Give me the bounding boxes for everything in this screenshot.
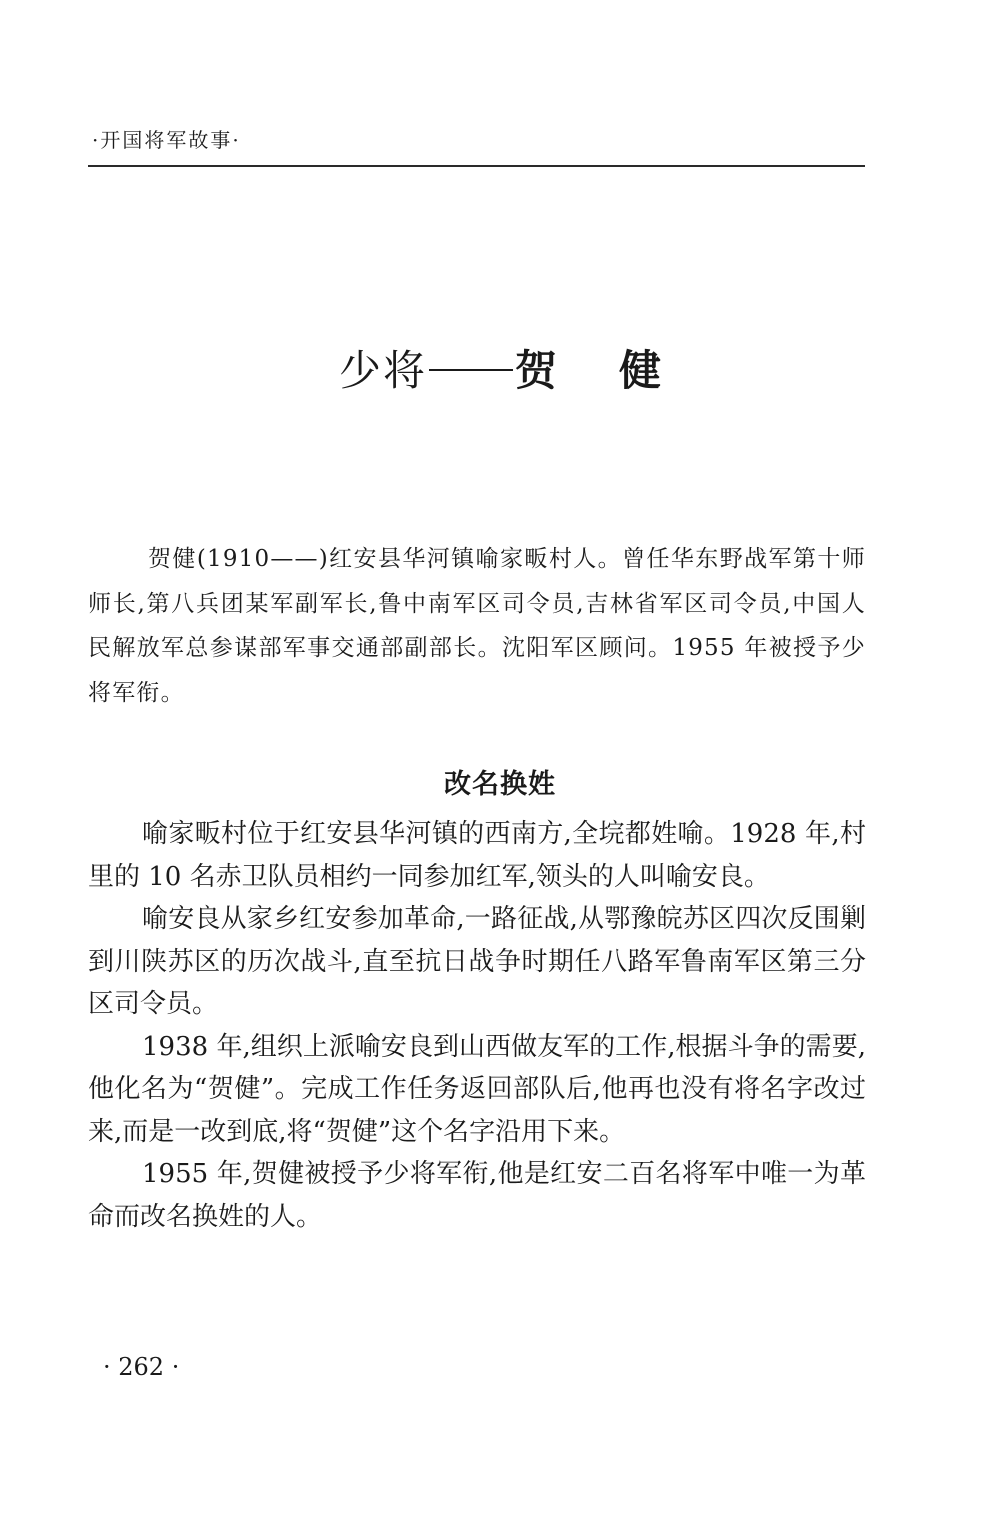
body-paragraph: 1955 年,贺健被授予少将军衔,他是红安二百名将军中唯一为革命而改名换姓的人。 [88, 1159, 866, 1232]
title-rank: 少将 [338, 346, 427, 395]
title-name-first: 贺 [514, 346, 557, 395]
header-rule [88, 165, 865, 167]
body-paragraph: 喻安良从家乡红安参加革命,一路征战,从鄂豫皖苏区四次反围剿到川陕苏区的历次战斗,直至抗日战争时期任八路军鲁南军区第三分区司令员。 [88, 904, 866, 1019]
body-paragraph: 1938 年,组织上派喻安良到山西做友军的工作,根据斗争的需要,他化名为“贺健”。完成工作任务返回部队后,他再也没有将名字改过来,而是一改到底,将“贺健”这个名字沿用下来。 [88, 1031, 866, 1147]
body-paragraph: 喻家畈村位于红安县华河镇的西南方,全垸都姓喻。1928 年,村里的 10 名赤卫队员相约一同参加红军,领头的人叫喻安良。 [88, 819, 866, 892]
title-name [515, 346, 661, 395]
section-title: 改名换姓 [444, 769, 556, 800]
biography-paragraph: 贺健(1910——)红安县华河镇喻家畈村人。曾任华东野战军第十师师长,第八兵团某军副军长,鲁中南军区司令员,吉林省军区司令员,中国人民解放军总参谋部军事交通部副部长。沈阳军区顾问。1955 年被授予少将军衔。 [88, 546, 866, 706]
title-dash [429, 369, 513, 371]
running-header: ·开国将军故事· [92, 128, 241, 152]
title-name-second: 健 [619, 346, 662, 395]
page-number: · 262 · [103, 1353, 180, 1381]
section-body [88, 813, 866, 1238]
chapter-title [0, 338, 1000, 398]
